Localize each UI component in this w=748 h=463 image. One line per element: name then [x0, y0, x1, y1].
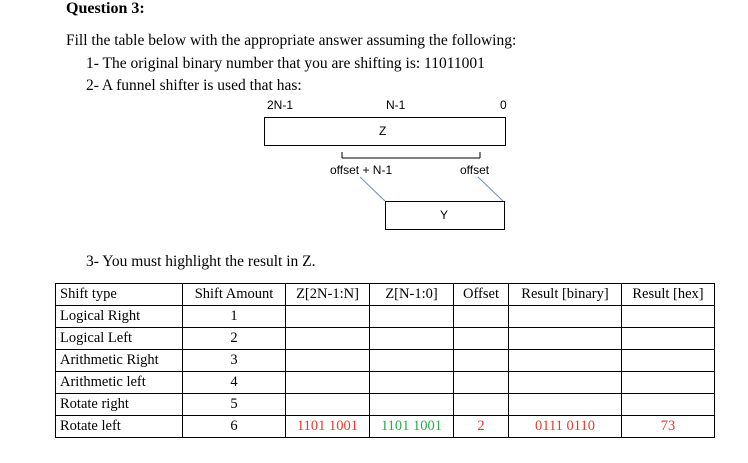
table-row	[56, 306, 715, 328]
cell-z-low[interactable]	[370, 350, 454, 372]
cell-offset[interactable]	[454, 350, 509, 372]
cell-shift-type: Arithmetic Right	[56, 350, 183, 372]
cell-shift-type: Logical Right	[56, 306, 183, 328]
cell-z-low[interactable]: 1101 1001	[370, 416, 454, 438]
cell-offset[interactable]	[454, 306, 509, 328]
cell-shift-amount: 4	[183, 372, 286, 394]
cell-z-high[interactable]	[286, 372, 370, 394]
diagram-label-offset-n-1: offset + N-1	[330, 163, 393, 177]
cell-result-binary[interactable]	[509, 394, 622, 416]
cell-result-hex[interactable]	[622, 350, 715, 372]
question-intro: Fill the table below with the appropriate answer assuming the following:	[66, 32, 517, 49]
list-item-3: 3- You must highlight the result in Z.	[86, 253, 316, 270]
list-item-2: 2- A funnel shifter is used that has:	[86, 77, 302, 94]
cell-z-high[interactable]	[286, 328, 370, 350]
cell-z-low[interactable]	[370, 394, 454, 416]
cell-result-binary[interactable]: 0111 0110	[509, 416, 622, 438]
table-row	[56, 416, 715, 438]
cell-shift-amount: 2	[183, 328, 286, 350]
table-row	[56, 328, 715, 350]
cell-result-binary[interactable]	[509, 306, 622, 328]
diagram-label-zero: 0	[500, 98, 507, 112]
table-header-row	[56, 284, 715, 306]
header-result-hex: Result [hex]	[622, 284, 715, 306]
cell-offset[interactable]	[454, 328, 509, 350]
table-row	[56, 350, 715, 372]
cell-result-binary[interactable]	[509, 372, 622, 394]
cell-z-high[interactable]	[286, 350, 370, 372]
cell-shift-amount: 1	[183, 306, 286, 328]
cell-result-hex[interactable]	[622, 394, 715, 416]
header-shift-type: Shift type	[56, 284, 183, 306]
cell-result-hex[interactable]	[622, 328, 715, 350]
header-z-high: Z[2N-1:N]	[286, 284, 370, 306]
funnel-line-right	[478, 177, 503, 201]
cell-z-high[interactable]	[286, 394, 370, 416]
cell-shift-type: Rotate left	[56, 416, 183, 438]
cell-result-hex[interactable]	[622, 306, 715, 328]
cell-z-high[interactable]: 1101 1001	[286, 416, 370, 438]
cell-z-high[interactable]	[286, 306, 370, 328]
diagram-label-y: Y	[440, 208, 449, 222]
cell-offset[interactable]: 2	[454, 416, 509, 438]
header-shift-amount: Shift Amount	[183, 284, 286, 306]
cell-offset[interactable]	[454, 372, 509, 394]
cell-shift-type: Arithmetic left	[56, 372, 183, 394]
table-row	[56, 394, 715, 416]
cell-shift-amount: 6	[183, 416, 286, 438]
header-offset: Offset	[454, 284, 509, 306]
header-result-binary: Result [binary]	[509, 284, 622, 306]
cell-result-binary[interactable]	[509, 328, 622, 350]
cell-z-low[interactable]	[370, 372, 454, 394]
cell-shift-type: Logical Left	[56, 328, 183, 350]
diagram-label-n-1: N-1	[386, 98, 406, 112]
question-title: Question 3:	[66, 0, 145, 17]
cell-shift-type: Rotate right	[56, 394, 183, 416]
shift-table	[55, 283, 715, 438]
diagram-label-offset: offset	[460, 163, 490, 177]
cell-shift-amount: 3	[183, 350, 286, 372]
cell-result-hex[interactable]	[622, 372, 715, 394]
cell-offset[interactable]	[454, 394, 509, 416]
cell-result-binary[interactable]	[509, 350, 622, 372]
cell-z-low[interactable]	[370, 306, 454, 328]
header-z-low: Z[N-1:0]	[370, 284, 454, 306]
cell-z-low[interactable]	[370, 328, 454, 350]
table-row	[56, 372, 715, 394]
funnel-line-left	[360, 177, 385, 201]
cell-shift-amount: 5	[183, 394, 286, 416]
diagram-label-2n-1: 2N-1	[267, 98, 294, 112]
diagram-label-z: Z	[379, 124, 387, 138]
cell-result-hex[interactable]: 73	[622, 416, 715, 438]
list-item-1: 1- The original binary number that you are shifting is: 11011001	[86, 55, 485, 72]
